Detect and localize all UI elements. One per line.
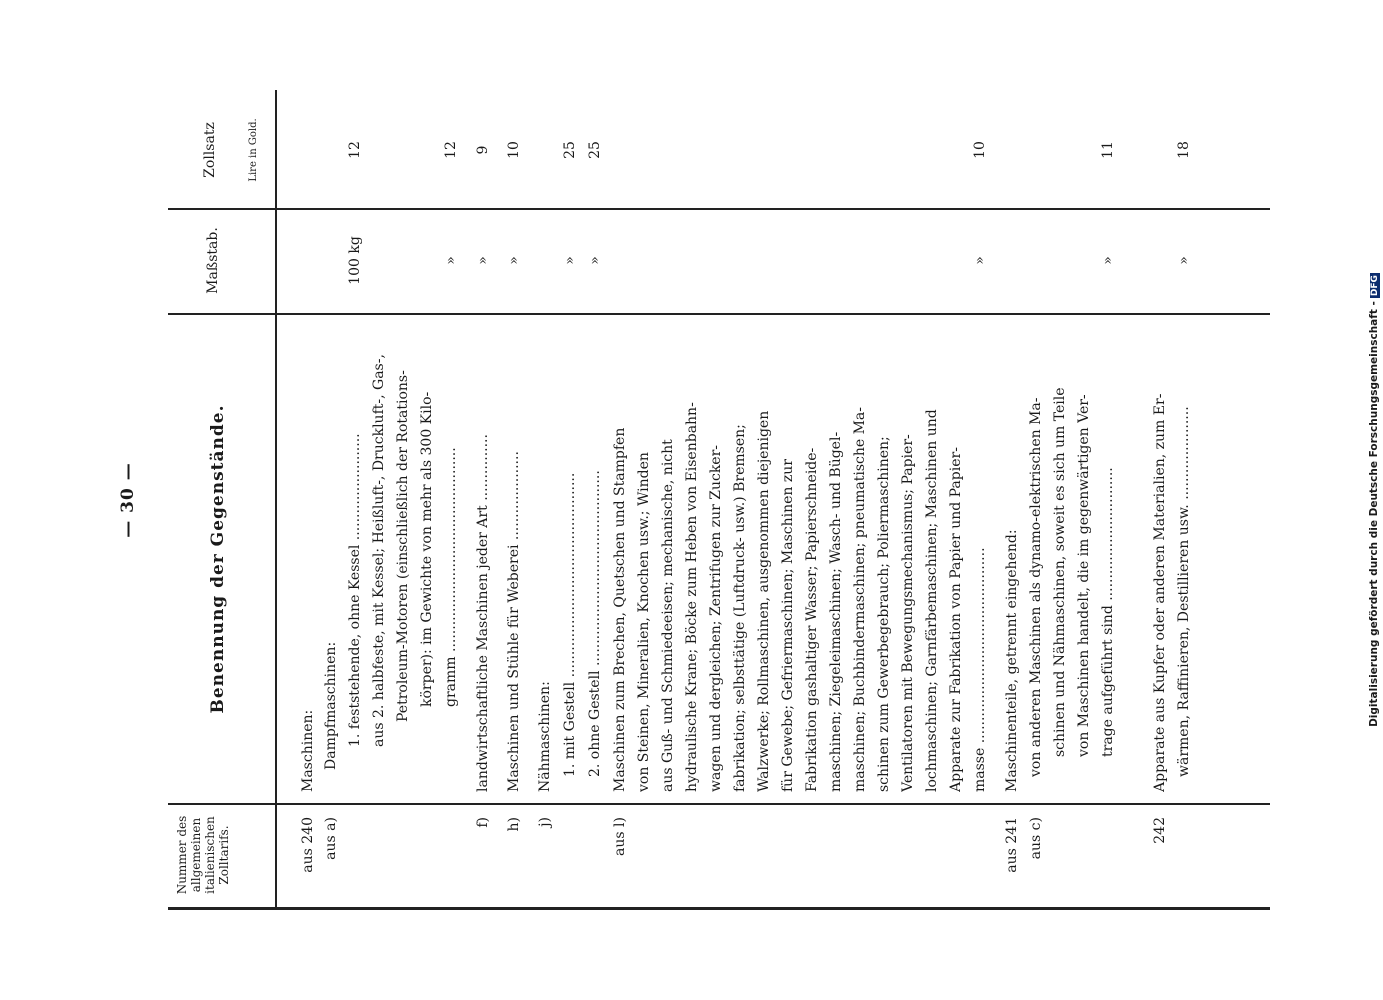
row-number: aus 240 [300, 817, 316, 873]
row-designation: maschinen; Buchbindermaschinen; pneumatische Ma- [852, 406, 868, 792]
row-unit: » [443, 256, 459, 265]
row-designation: schinen und Nähmaschinen, soweit es sich um Teile [1052, 387, 1068, 757]
row-designation: von anderen Maschinen als dynamo-elektrischen Ma- [1028, 397, 1044, 777]
row-unit: » [562, 256, 578, 265]
row-designation: von Maschinen handelt, die im gegenwärtigen Ver- [1076, 394, 1092, 757]
row-rate: 11 [1100, 141, 1116, 159]
header-unit: Maßstab. [205, 227, 221, 294]
digitization-credit [1368, 0, 1380, 1000]
header-rate-sub: Lire in Gold. [248, 118, 259, 182]
row-designation: fabrikation; selbsttätige (Luftdruck- usw.) Bremsen; [732, 424, 748, 792]
row-rate: 25 [562, 141, 578, 159]
row-designation: wärmen, Raffinieren, Destillieren usw. ..................... [1176, 406, 1192, 777]
row-number: aus c) [1028, 817, 1044, 860]
row-designation: wagen und dergleichen; Zentrifugen zur Zucker- [708, 444, 724, 792]
row-designation: Nähmaschinen: [537, 681, 553, 792]
row-designation: landwirtschaftliche Maschinen jeder Art ............... [475, 434, 491, 792]
row-designation: 2. ohne Gestell ............................................ [587, 470, 603, 777]
row-designation: Dampfmaschinen: [323, 641, 339, 770]
row-designation: hydraulische Krane; Böcke zum Heben von Eisenbahn- [684, 402, 700, 792]
row-designation: 1. mit Gestell .............................................. [562, 472, 578, 777]
col-sep-2 [168, 313, 1270, 315]
row-rate: 10 [972, 141, 988, 159]
row-designation: Ventilatoren mit Bewegungsmechanismus; Papier- [900, 434, 916, 792]
row-designation: von Steinen, Mineralien, Knochen usw.; Winden [636, 452, 652, 792]
row-designation: Apparate aus Kupfer oder anderen Materialien, zum Er- [1152, 393, 1168, 792]
row-designation: Apparate zur Fabrikation von Papier und Papier- [948, 447, 964, 792]
row-designation: Walzwerke; Rollmaschinen, ausgenommen diejenigen [756, 410, 772, 792]
header-designation: Benennung der Gegenstände. [208, 404, 228, 714]
row-unit: » [506, 256, 522, 265]
row-designation: aus 2. halbfeste, mit Kessel; Heißluft-, Druckluft-, Gas-, [371, 354, 387, 747]
row-designation: 1. feststehende, ohne Kessel ........................ [347, 433, 363, 747]
row-rate: 10 [506, 141, 522, 159]
col-sep-3 [168, 208, 1270, 210]
row-designation: gramm .............................................. [443, 447, 459, 707]
row-designation: masse ............................................ [972, 547, 988, 792]
col-sep-1 [168, 803, 1270, 805]
row-unit: » [587, 256, 603, 265]
dfg-logo-icon: DFG [1370, 275, 1380, 297]
header-rule [275, 90, 277, 910]
table-left-border [168, 907, 1270, 910]
row-number: j) [537, 817, 553, 827]
row-designation: für Gewebe; Gefriermaschinen; Maschinen zur [780, 459, 796, 792]
row-designation: lochmaschinen; Garnfärbemaschinen; Maschinen und [924, 409, 940, 792]
row-designation: aus Guß- und Schmiedeeisen; mechanische, nicht [660, 439, 676, 792]
page-number: — 30 — [118, 462, 138, 538]
row-number: aus a) [323, 817, 339, 860]
row-unit: 100 kg [347, 236, 363, 285]
row-rate: 18 [1176, 141, 1192, 159]
row-designation: körper): im Gewichte von mehr als 300 Kilo- [419, 391, 435, 707]
row-rate: 12 [347, 141, 363, 159]
row-designation: Maschinenteile, getrennt eingehend: [1004, 529, 1020, 792]
row-designation: Fabrikation gashaltiger Wasser; Papierschneide- [804, 447, 820, 792]
row-unit: » [972, 256, 988, 265]
row-designation: Maschinen: [300, 709, 316, 792]
row-number: aus 241 [1004, 817, 1020, 873]
row-rate: 12 [443, 141, 459, 159]
credit-text: Digitalisierung gefördert durch die Deutsche Forschungsgemeinschaft - [1368, 301, 1380, 727]
row-number: aus l) [612, 817, 628, 856]
row-rate: 9 [475, 145, 491, 155]
row-designation: Petroleum-Motoren (einschließlich der Rotations- [395, 370, 411, 722]
row-designation: trage aufgeführt sind .............................. [1100, 467, 1116, 757]
row-unit: » [1100, 256, 1116, 265]
row-designation: schinen zum Gewerbegebrauch; Poliermaschinen; [876, 436, 892, 792]
row-designation: Maschinen und Stühle für Weberei .................... [506, 451, 522, 792]
row-number: 242 [1152, 817, 1168, 844]
header-number: Nummer des allgemeinen italienischen Zolltarifs. [175, 815, 231, 895]
header-rate: Zollsatz [202, 122, 218, 178]
row-unit: » [475, 256, 491, 265]
row-designation: Maschinen zum Brechen, Quetschen und Stampfen [612, 427, 628, 792]
row-number: f) [475, 817, 491, 828]
row-designation: maschinen; Ziegeleimaschinen; Wasch- und Bügel- [828, 431, 844, 792]
row-unit: » [1176, 256, 1192, 265]
row-rate: 25 [587, 141, 603, 159]
row-number: h) [506, 817, 522, 832]
